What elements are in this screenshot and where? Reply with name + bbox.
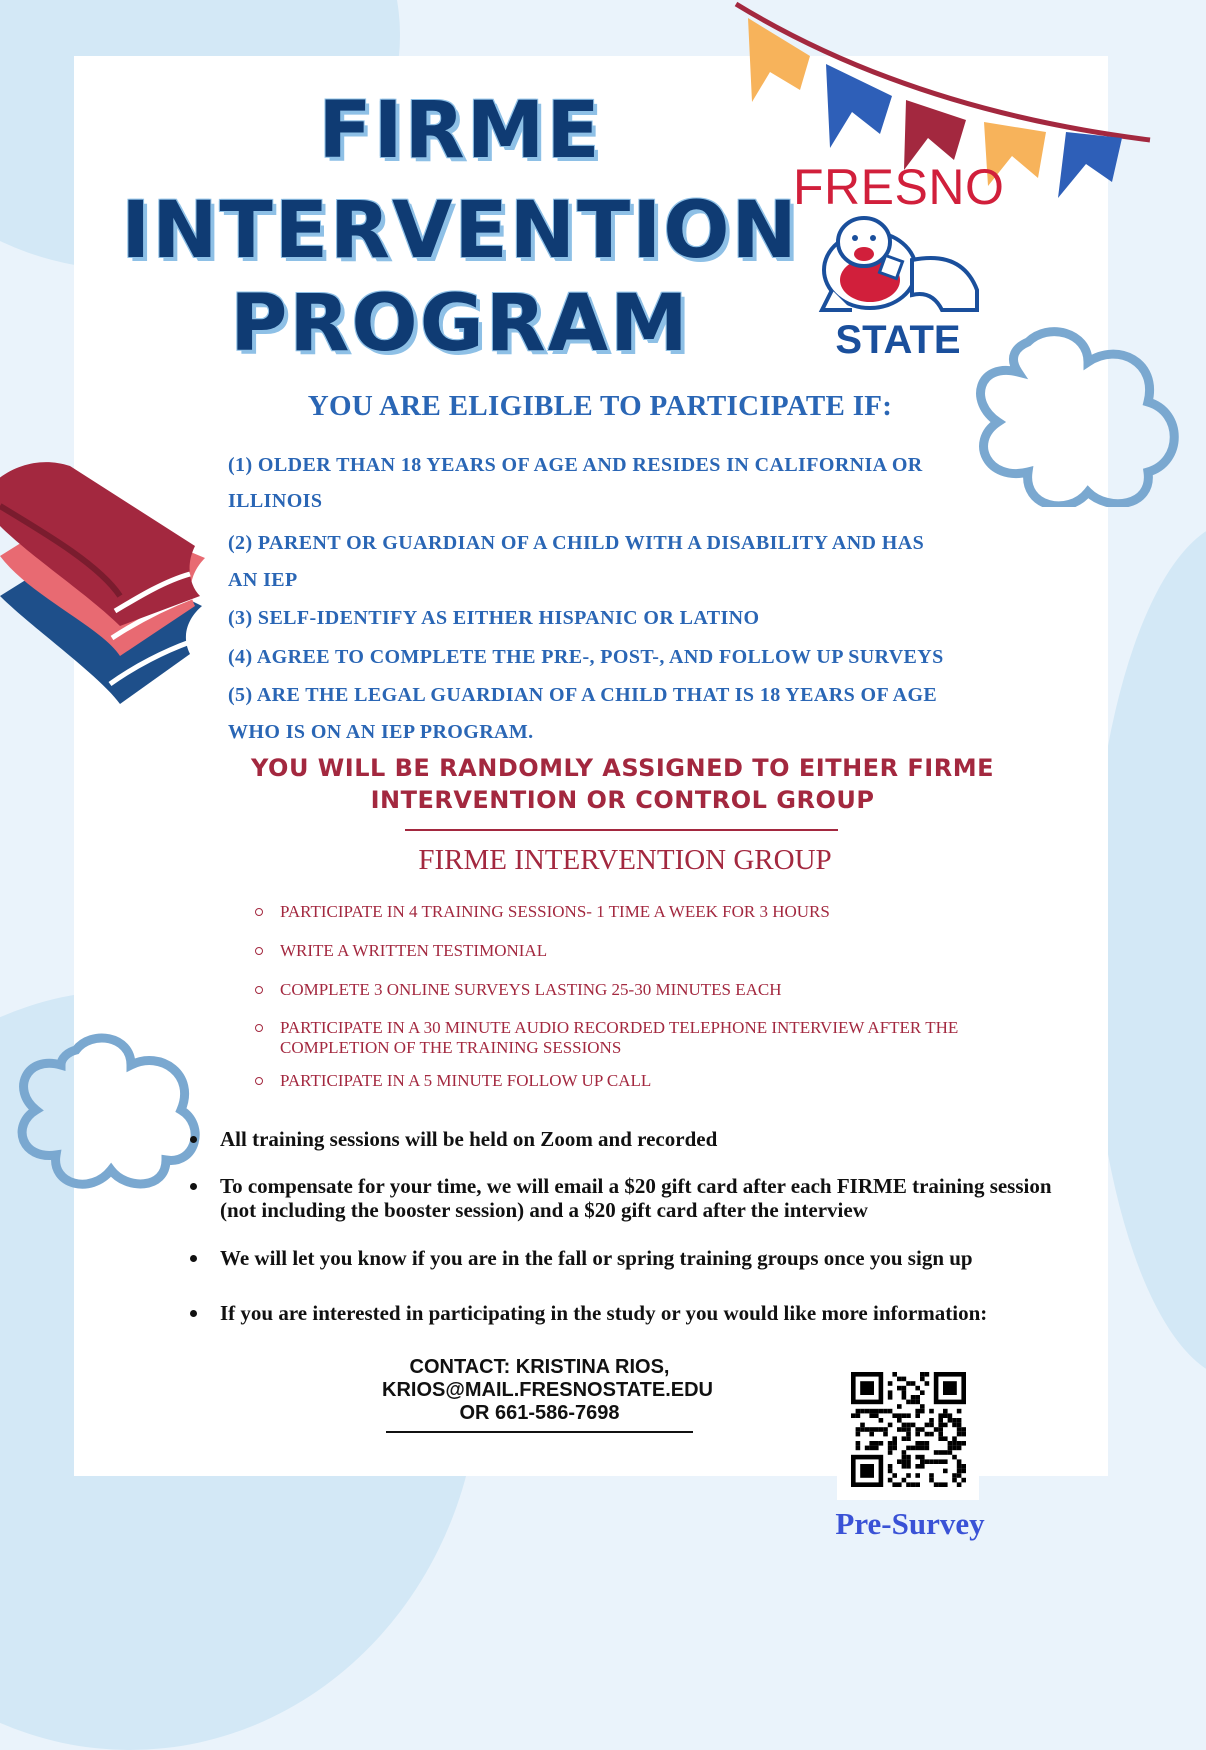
- eligibility-line: (4) AGREE TO COMPLETE THE PRE-, POST-, AND FOLLOW UP SURVEYS: [228, 646, 944, 668]
- contact-phone[interactable]: OR 661-586-7698: [459, 1402, 620, 1424]
- state-logo-text: STATE: [835, 318, 961, 362]
- circle-bullet-icon: [255, 986, 263, 994]
- eligibility-line: ILLINOIS: [228, 490, 323, 512]
- eligibility-line: WHO IS ON AN IEP PROGRAM.: [228, 721, 534, 743]
- bullet-icon: [190, 1310, 197, 1317]
- eligibility-line: (2) PARENT OR GUARDIAN OF A CHILD WITH A DISABILITY AND HAS: [228, 532, 925, 554]
- qr-code-icon: [837, 1358, 979, 1500]
- pre-survey-link[interactable]: Pre-Survey: [835, 1506, 985, 1541]
- circle-bullet-icon: [255, 908, 263, 916]
- assignment-line-2: INTERVENTION OR CONTROL GROUP: [370, 786, 875, 814]
- random-assignment-notice: [200, 752, 1045, 816]
- qr-code-frame[interactable]: [837, 1358, 979, 1500]
- fresno-logo-text: FRESNO: [793, 159, 1005, 215]
- circle-bullet-icon: [255, 947, 263, 955]
- bullet-icon: [190, 1136, 197, 1143]
- flower-outline-icon: [6, 1030, 206, 1190]
- contact-block: [382, 1356, 713, 1425]
- title-line-1: FIRME: [318, 86, 602, 176]
- book-stack-icon: [0, 446, 215, 708]
- group-heading: FIRME INTERVENTION GROUP: [418, 844, 832, 876]
- eligibility-line: (5) ARE THE LEGAL GUARDIAN OF A CHILD THAT IS 18 YEARS OF AGE: [228, 684, 938, 706]
- title-line-2: INTERVENTION: [121, 186, 799, 276]
- title-line-3: PROGRAM: [230, 279, 690, 369]
- assignment-line-1: YOU WILL BE RANDOMLY ASSIGNED TO EITHER FIRME: [251, 754, 994, 782]
- eligibility-line: (3) SELF-IDENTIFY AS EITHER HISPANIC OR LATINO: [228, 607, 760, 629]
- contact-name: CONTACT: KRISTINA RIOS,: [409, 1356, 670, 1378]
- circle-bullet-icon: [255, 1024, 263, 1032]
- contact-email[interactable]: KRIOS@MAIL.FRESNOSTATE.EDU: [382, 1379, 713, 1401]
- circle-bullet-icon: [255, 1077, 263, 1085]
- eligibility-line: (1) OLDER THAN 18 YEARS OF AGE AND RESIDES IN CALIFORNIA OR: [228, 454, 923, 476]
- bullet-icon: [190, 1255, 197, 1262]
- section-divider: [405, 829, 838, 831]
- bullet-icon: [190, 1183, 197, 1190]
- bulldog-mascot-icon: [812, 210, 987, 320]
- eligibility-line: AN IEP: [228, 569, 298, 591]
- eligibility-heading: YOU ARE ELIGIBLE TO PARTICIPATE IF:: [307, 390, 893, 422]
- contact-underline: [386, 1431, 693, 1433]
